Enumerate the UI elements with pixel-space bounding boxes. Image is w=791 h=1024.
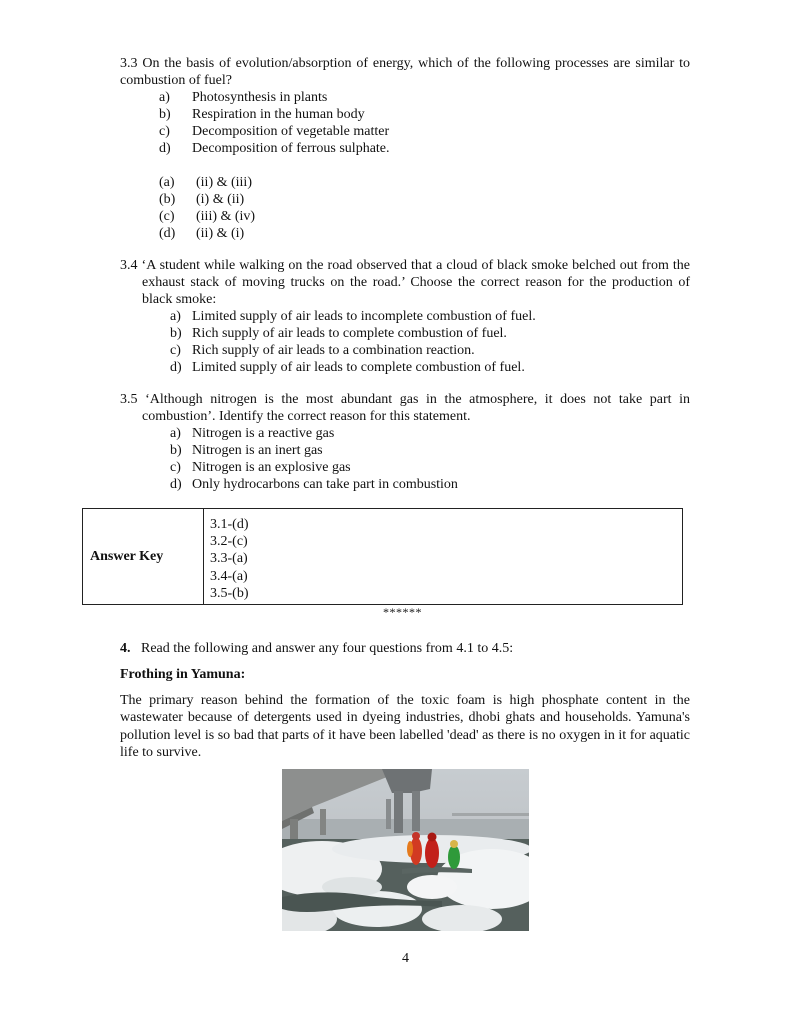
passage-paragraph: The primary reason behind the formation of the toxic foam is high phosphate content in the wastewater because of detergents used in dyeing industries, dhobi ghats and households. Yamuna's pollution level is so bad that parts of it have been labelled 'dead' as there is no oxygen in it for aquatic life to survive. (120, 693, 690, 760)
answer-option: c) Rich supply of air leads to a combination reaction. (170, 343, 475, 358)
question-3-3-stem (120, 55, 690, 89)
answer-option: b) Rich supply of air leads to complete combustion of fuel. (170, 326, 507, 341)
list-item: b) Respiration in the human body (159, 107, 365, 122)
answer-key-entry: 3.4-(a) (210, 568, 248, 584)
section-heading: Frothing in Yamuna: (120, 667, 246, 682)
list-item: a) Photosynthesis in plants (159, 90, 328, 105)
page-number: 4 (402, 951, 409, 966)
answer-option: d) Only hydrocarbons can take part in combustion (170, 477, 458, 492)
answer-key-table (82, 508, 683, 605)
answer-key-title: Answer Key (83, 509, 204, 605)
list-item: d) Decomposition of ferrous sulphate. (159, 141, 390, 156)
answer-option: c) Nitrogen is an explosive gas (170, 460, 351, 475)
question-4-header (120, 640, 513, 657)
answer-key-entry: 3.3-(a) (210, 551, 248, 567)
answer-option: (d) (ii) & (i) (159, 226, 245, 241)
question-4-number: 4. (120, 641, 131, 656)
separator-stars: ****** (383, 605, 422, 619)
answer-option: (b) (i) & (ii) (159, 192, 245, 207)
answer-option: (c) (iii) & (iv) (159, 209, 256, 224)
question-3-5-stem (120, 391, 690, 425)
question-3-5-text: 3.5 ‘Although nitrogen is the most abundant gas in the atmosphere, it does not take part in combustion’. Identify the correct reason for this statement. (120, 392, 690, 424)
question-4-instruction: Read the following and answer any four questions from 4.1 to 4.5: (141, 641, 514, 656)
answer-key-entry: 3.2-(c) (210, 534, 248, 550)
answer-option: a) Limited supply of air leads to incomplete combustion of fuel. (170, 309, 536, 324)
list-item: c) Decomposition of vegetable matter (159, 124, 390, 139)
answer-key-entry: 3.1-(d) (210, 517, 249, 532)
yamuna-foam-photo (282, 769, 529, 931)
question-3-4-stem (120, 257, 690, 308)
question-3-4-text: 3.4 ‘A student while walking on the road observed that a cloud of black smoke belched out from the exhaust stack of moving trucks on the road.’ Choose the correct reason for the production of black smoke: (120, 258, 690, 307)
answer-option: a) Nitrogen is a reactive gas (170, 426, 335, 441)
answer-key-list (204, 509, 683, 605)
answer-key-entry: 3.5-(b) (210, 585, 249, 601)
answer-option: d) Limited supply of air leads to complete combustion of fuel. (170, 360, 525, 375)
answer-option: (a) (ii) & (iii) (159, 175, 252, 190)
answer-option: b) Nitrogen is an inert gas (170, 443, 323, 458)
question-3-3-text: 3.3 On the basis of evolution/absorption of energy, which of the following processes are similar to combustion of fuel? (120, 56, 690, 88)
